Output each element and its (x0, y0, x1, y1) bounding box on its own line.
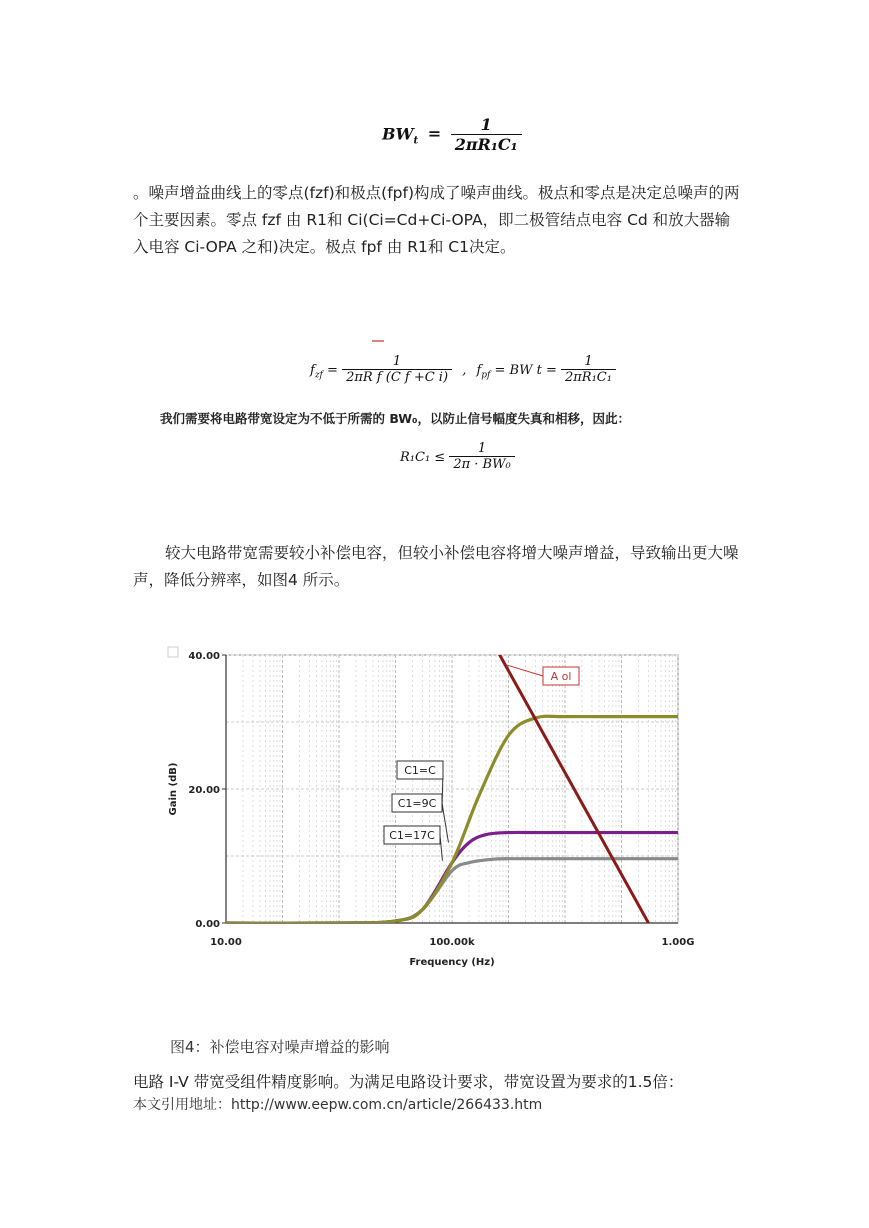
formula-eq: = (427, 124, 442, 144)
callout-label: C1=C (404, 764, 436, 777)
fzf-den: 2πR f (C f +C i) (342, 369, 452, 386)
chart-corner-box (168, 647, 178, 657)
paragraph-compensation: 较大电路带宽需要较小补偿电容，但较小补偿电容将增大噪声增益，导致输出更大噪声，降低分辨率，如图4 所示。 (133, 544, 739, 589)
y-axis-label: Gain (dB) (168, 762, 179, 816)
ineq-num: 1 (477, 441, 487, 456)
formula-lhs-sub: t (413, 135, 419, 147)
x-tick-label: 100.00k (429, 937, 475, 948)
ineq-den: 2π · BW₀ (449, 456, 514, 473)
bandwidth-sentence: 电路 I-V 带宽受组件精度影响。为满足电路设计要求，带宽设置为要求的1.5倍： (133, 1073, 684, 1091)
callout-label: A ol (550, 670, 572, 683)
fpf-lhs: f (476, 363, 482, 379)
red-mark (372, 340, 384, 342)
fzf-sub: zf (314, 370, 323, 381)
formula-fzf-fpf: $f_{zf}$ = $\frac{1}{\text{2πR f (C f +C i)}}$ , $f_{pf}$ = BW t = $\frac{1}{\text{2πR₁C₁}}$ (310, 355, 616, 386)
y-tick-label: 40.00 (188, 651, 220, 662)
fpf-den: 2πR₁C₁ (561, 369, 616, 386)
citation-link[interactable]: 本文引用地址：http://www.eepw.com.cn/article/266433.htm (133, 1097, 543, 1113)
fpf-sub: pf (481, 370, 491, 381)
y-tick-label: 0.00 (195, 919, 220, 930)
formula-denominator: 2πR₁C₁ (451, 134, 522, 154)
formula-bandwidth (382, 116, 522, 154)
y-tick-label: 20.00 (188, 785, 220, 796)
fpf-mid: = BW t = (494, 363, 557, 379)
x-tick-label: 10.00 (210, 937, 242, 948)
callout-label: C1=17C (389, 829, 435, 842)
formula-sentence: 我们需要将电路带宽设定为不低于所需的 BW₀，以防止信号幅度失真和相移，因此： (160, 411, 630, 426)
noise-gain-chart (160, 640, 700, 980)
formula-numerator: 1 (480, 115, 492, 134)
figure-caption: 图4：补偿电容对噪声增益的影响 (170, 1038, 390, 1056)
fpf-num: 1 (584, 354, 593, 369)
callout-label: C1=9C (397, 797, 437, 810)
ineq-lhs: R₁C₁ ≤ (400, 450, 446, 466)
fzf-num: 1 (392, 354, 402, 369)
paragraph-noise-zero-pole: 。噪声增益曲线上的零点(fzf)和极点(fpf)构成了噪声曲线。极点和零点是决定总噪声的两个主要因素。零点 fzf 由 R1和 Ci(Ci=Cd+Ci-OPA，即二极管结点电容 Cd 和放大器输入电容 Ci-OPA 之和)决定。极点 fpf 由 R1和 C1决定。 (133, 184, 740, 256)
fzf-lhs: f (310, 363, 315, 379)
chart-grid (226, 655, 678, 923)
x-tick-label: 1.00G (661, 937, 695, 948)
formula-inequality (400, 442, 515, 473)
x-axis-label: Frequency (Hz) (409, 957, 495, 968)
formula-lhs: BW (382, 124, 414, 144)
